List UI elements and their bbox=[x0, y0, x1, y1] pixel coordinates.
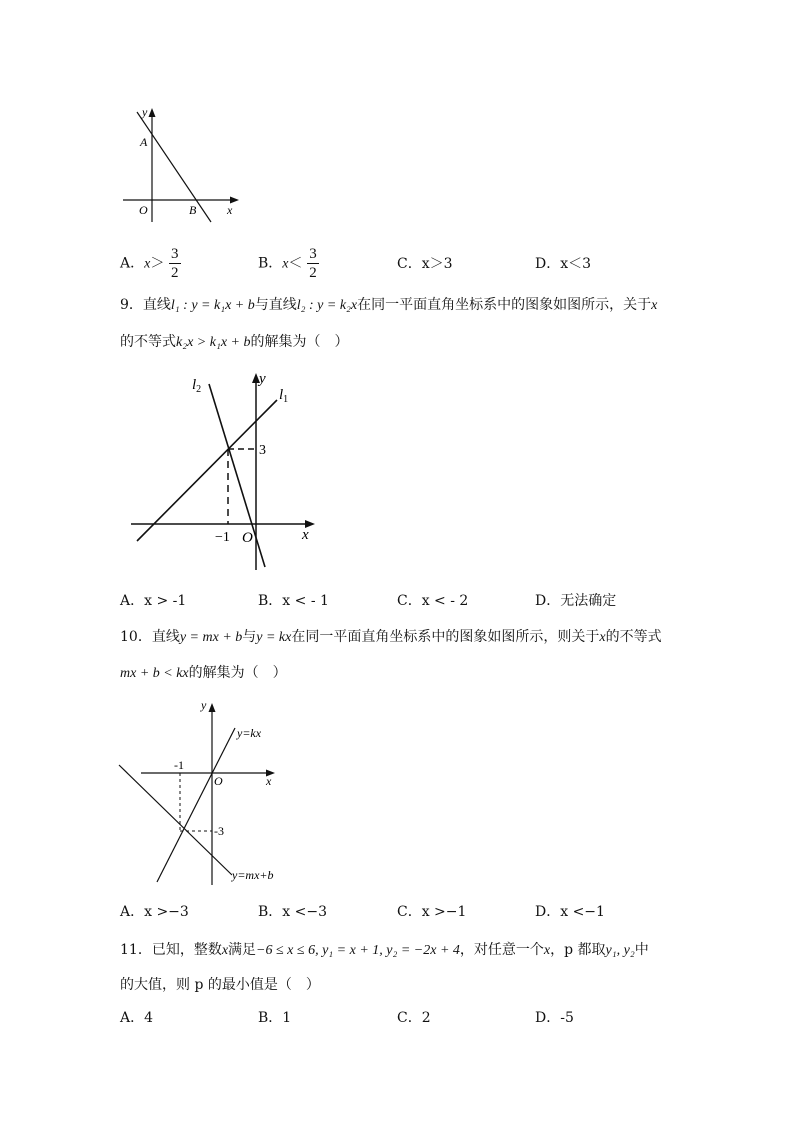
q11-stem-line2: 的大值，则 p 的最小值是（ ） bbox=[120, 977, 320, 993]
q9-option-d[interactable]: D．无法确定 bbox=[535, 593, 617, 609]
q8-x-label: x bbox=[227, 203, 233, 217]
q10-stem-line1: 10．直线y = mx + b与y = kx在同一平面直角坐标系中的图象如图所示，则关于x的不等式 bbox=[120, 629, 662, 645]
q8-option-b-fraction: $\frac{3}{2}$ bbox=[307, 246, 319, 281]
q8-option-a[interactable]: A．x＞ $\frac{3}{2}$ bbox=[120, 246, 181, 281]
q9-stem-line2: 的不等式k₂x > k₁x + b的解集为（ ） bbox=[120, 334, 349, 350]
q9-l2-label: $l_2$ bbox=[192, 377, 202, 395]
q9-x-label: x bbox=[302, 527, 309, 543]
q8-point-b-label: B bbox=[189, 203, 197, 217]
q10-x-label: x bbox=[266, 774, 272, 788]
q9-option-c[interactable]: C．x < - 2 bbox=[397, 593, 469, 609]
q8-option-c[interactable]: C．x＞3 bbox=[397, 256, 453, 272]
q8-option-a-fraction: $\frac{3}{2}$ bbox=[169, 246, 181, 281]
q10-option-b[interactable]: B．x <−3 bbox=[258, 904, 328, 920]
q9-tick-3: 3 bbox=[259, 443, 266, 458]
q10-tick-neg1: -1 bbox=[174, 758, 184, 772]
q9-y-label: y bbox=[259, 371, 266, 387]
q9-stem-line1: 9．直线l₁ : y = k₁x + b与直线l₂ : y = k₂x在同一平面直角坐标系中的图象如图所示，关于x bbox=[120, 297, 658, 313]
q10-y-label: y bbox=[201, 698, 207, 712]
q10-tick-neg3: -3 bbox=[214, 824, 224, 838]
q9-option-a[interactable]: A．x > -1 bbox=[120, 593, 187, 609]
q10-stem-line2: mx + b < kx的解集为（ ） bbox=[120, 665, 287, 681]
q11-option-b[interactable]: B．1 bbox=[258, 1010, 292, 1026]
q10-option-c[interactable]: C．x >−1 bbox=[397, 904, 467, 920]
q8-option-d[interactable]: D．x＜3 bbox=[535, 256, 592, 272]
q10-figure bbox=[115, 695, 295, 890]
q8-y-label: y bbox=[142, 105, 148, 119]
q11-option-c[interactable]: C．2 bbox=[397, 1010, 431, 1026]
q10-option-a[interactable]: A．x >−3 bbox=[120, 904, 189, 920]
q9-option-b[interactable]: B．x < - 1 bbox=[258, 593, 329, 609]
q10-origin-label: O bbox=[214, 774, 223, 788]
q10-ykx-label: y=kx bbox=[237, 726, 262, 740]
q10-ymxb-label: y=mx+b bbox=[232, 868, 274, 882]
q11-stem-line1: 11．已知，整数x满足−6 ≤ x ≤ 6, y₁ = x + 1, y₂ = −2x + 4，对任意一个x，p 都取y₁, y₂中 bbox=[120, 942, 649, 958]
q8-option-b[interactable]: B．x＜ $\frac{3}{2}$ bbox=[258, 246, 319, 281]
q8-point-a-label: A bbox=[140, 135, 148, 149]
q9-tick-neg1: −1 bbox=[215, 530, 230, 545]
q9-figure bbox=[125, 365, 325, 575]
q11-option-d[interactable]: D．-5 bbox=[535, 1010, 574, 1026]
q8-figure bbox=[115, 100, 250, 225]
q8-origin-label: O bbox=[139, 203, 148, 217]
q10-option-d[interactable]: D．x <−1 bbox=[535, 904, 605, 920]
q9-origin-label: O bbox=[242, 530, 253, 546]
q9-l1-label: $l_1$ bbox=[279, 387, 289, 405]
q11-option-a[interactable]: A．4 bbox=[120, 1010, 154, 1026]
